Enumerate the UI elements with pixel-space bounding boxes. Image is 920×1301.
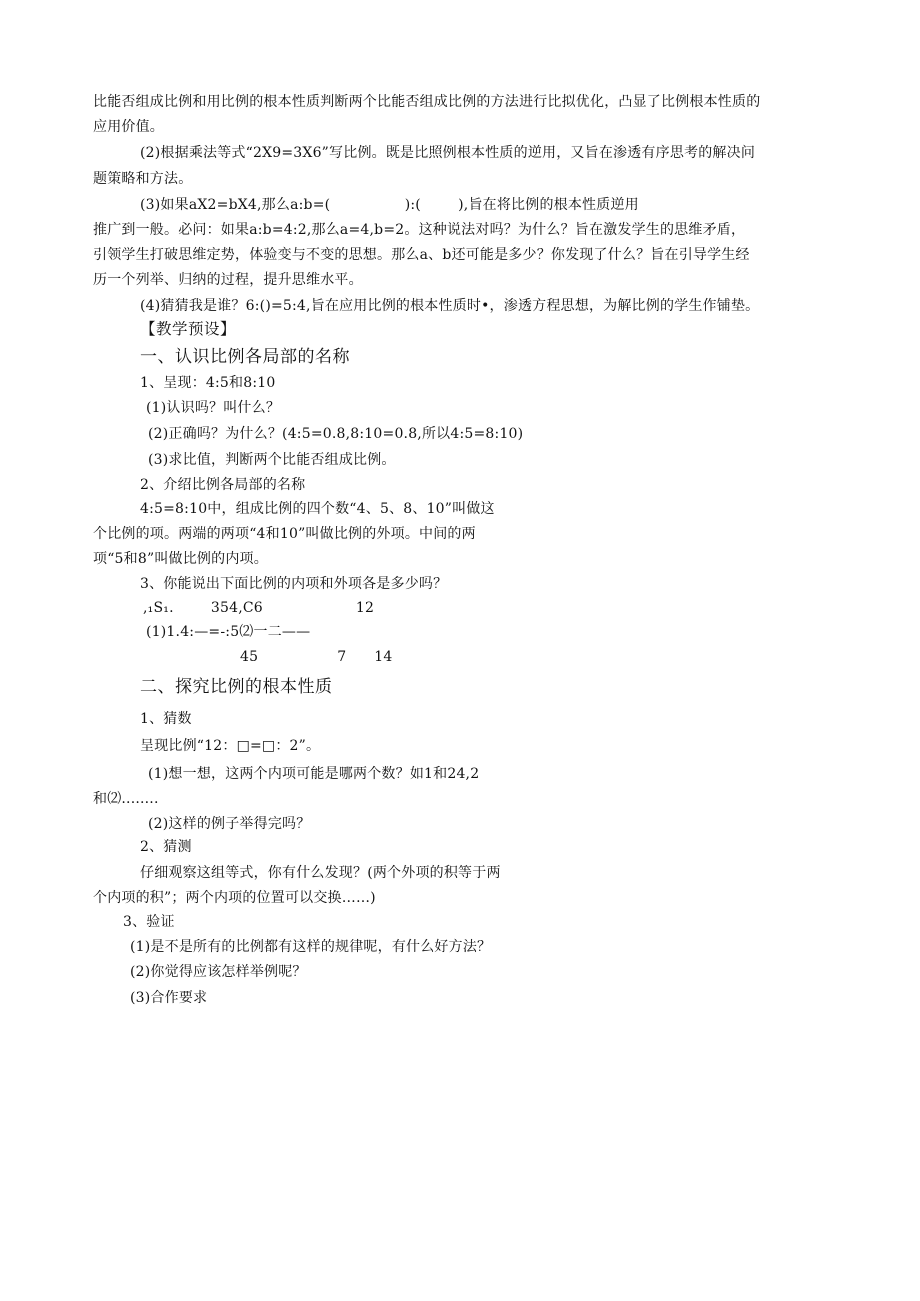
- text-line-intro-2: 应用价值。: [93, 119, 164, 135]
- text-line-s2-1b: (1)想一想，这两个内项可能是哪两个数？如1和24,2: [148, 766, 480, 782]
- text-line-s2-3c: (3)合作要求: [130, 990, 208, 1006]
- text-line-s2-3: 3、验证: [123, 914, 175, 930]
- text-line-item4-1: (4)猜猜我是谁？6:()=5:4,旨在应用比例的根本性质时•，渗透方程思想，为解比例的学生作铺垫。: [140, 298, 760, 314]
- text-line-s2-1a: 呈现比例“12：□=□：2”。: [140, 738, 321, 754]
- formula-line-2: (1)1.4:—=-:5⑵一二——: [146, 624, 311, 640]
- text-line-s2-2b: 个内项的积”；两个内项的位置可以交换……): [93, 890, 376, 906]
- text-line-s1-2b: 个比例的项。两端的两项“4和10”叫做比例的外项。中间的两: [93, 526, 476, 542]
- text-line-s1-2a: 4:5=8:10中，组成比例的四个数“4、5、8、10”叫做这: [140, 501, 495, 517]
- text-line-s2-3a: (1)是不是所有的比例都有这样的规律呢，有什么好方法？: [130, 939, 492, 955]
- text-line-s2-1c: 和⑵........: [93, 791, 159, 807]
- text-line-s1-2c: 项“5和8”叫做比例的内项。: [93, 551, 268, 567]
- text-line-s2-1: 1、猜数: [140, 711, 192, 727]
- formula-line-1: ,₁S₁. 354,C6 12: [143, 600, 375, 616]
- text-line-s1-2: 2、介绍比例各局部的名称: [140, 477, 306, 493]
- text-line-s1-1: 1、呈现：4:5和8:10: [140, 375, 276, 391]
- section-title-teaching-preset: 【教学预设】: [140, 320, 237, 338]
- text-line-s1-1a: (1)认识吗？叫什么？: [146, 400, 281, 416]
- text-line-intro-1: 比能否组成比例和用比例的根本性质判断两个比能否组成比例的方法进行比拟优化，凸显了比例根本性质的: [93, 94, 761, 110]
- text-line-s2-3b: (2)你觉得应该怎样举例呢？: [130, 964, 307, 980]
- text-line-s2-2: 2、猜测: [140, 839, 192, 855]
- text-line-s1-3: 3、你能说出下面比例的内项和外项各是多少吗？: [140, 576, 448, 592]
- text-line-item3-1: (3)如果aX2=bX4,那么a:b=( ):( ),旨在将比例的根本性质逆用: [140, 197, 639, 213]
- text-line-item3-3: 引领学生打破思维定势，体验变与不变的思想。那么a、b还可能是多少？你发现了什么？旨在引导学生经: [93, 247, 750, 263]
- text-line-item2-2: 题策略和方法。: [93, 171, 193, 187]
- text-line-item2-1: (2)根据乘法等式“2X9=3X6”写比例。既是比照例根本性质的逆用，又旨在渗透有序思考的解决问: [140, 145, 756, 161]
- text-line-item3-4: 历一个列举、归纳的过程，提升思维水平。: [93, 272, 363, 288]
- text-line-s1-1c: (3)求比值，判断两个比能否组成比例。: [148, 452, 396, 468]
- formula-line-3: 45 7 14: [240, 649, 393, 665]
- text-line-item3-2: 推广到一般。必问：如果a:b=4:2,那么a=4,b=2。这种说法对吗？为什么？旨在激发学生的思维矛盾，: [93, 222, 746, 238]
- text-line-s2-1d: (2)这样的例子举得完吗？: [148, 816, 311, 832]
- text-line-s1-1b: (2)正确吗？为什么？(4:5=0.8,8:10=0.8,所以4:5=8:10): [148, 426, 524, 442]
- section-title-part-2: 二、探究比例的根本性质: [140, 677, 333, 697]
- section-title-part-1: 一、认识比例各局部的名称: [140, 347, 350, 367]
- text-line-s2-2a: 仔细观察这组等式，你有什么发现？(两个外项的积等于两: [140, 865, 501, 881]
